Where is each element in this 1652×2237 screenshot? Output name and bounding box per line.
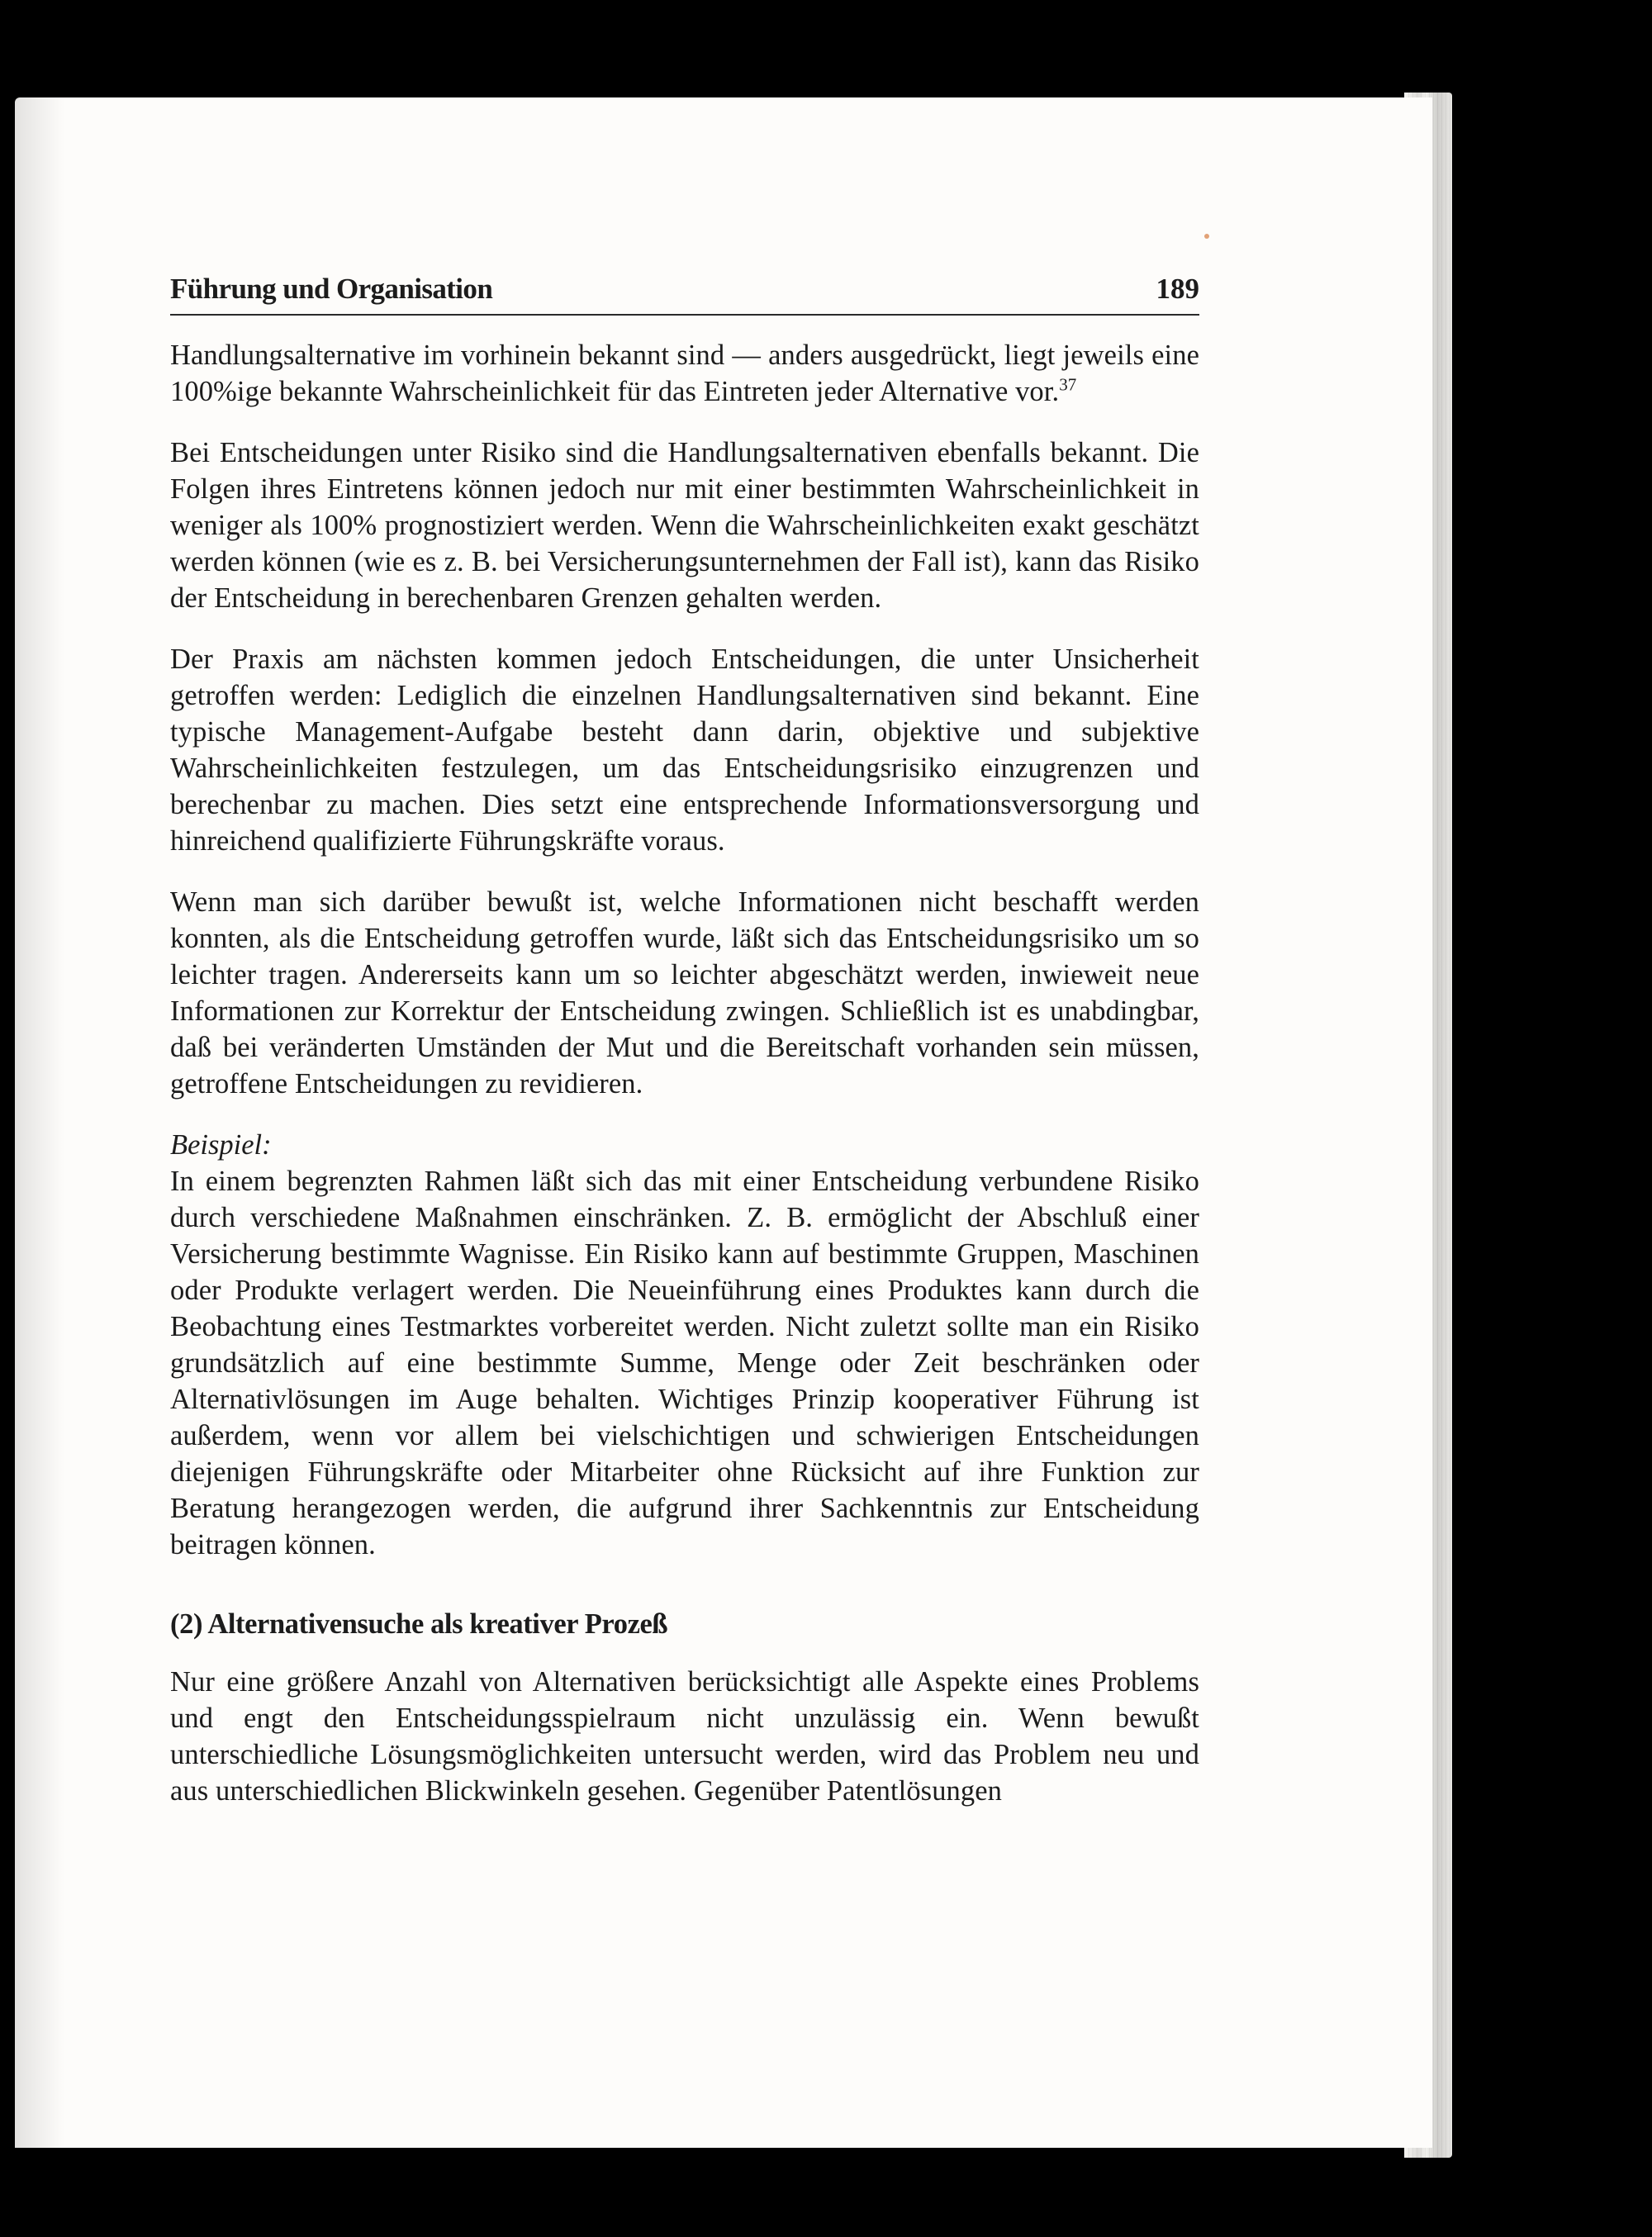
paragraph-3: Der Praxis am nächsten kommen jedoch Entscheidungen, die unter Unsicherheit getroffen werden: Lediglich die einzelnen Handlungsalternativen sind bekannt. Eine typische Management-Aufgabe besteht dann darin, objektive und subjektive Wahrscheinlichkeiten festzulegen, um das Entscheidungsrisiko einzugrenzen und berechenbar zu machen. Dies setzt eine entsprechende Informationsversorgung und hinreichend qualifizierte Führungskräfte voraus. bbox=[170, 644, 1199, 857]
running-head-title: Führung und Organisation bbox=[170, 273, 493, 305]
footnote-marker: 37 bbox=[1059, 374, 1077, 395]
paragraph-5-example: In einem begrenzten Rahmen läßt sich das mit einer Entscheidung verbundene Risiko durch verschiedene Maßnahmen einschränken. Z. B. ermöglicht der Abschluß einer Versicherung bestimmte Wagnisse. Ein Risiko kann auf bestimmte Gruppen, Maschinen oder Produkte verlagert werden. Die Neueinführung eines Produktes kann durch die Beobachtung eines Testmarktes vorbereitet werden. Nicht zuletzt sollte man ein Risiko grundsätzlich auf eine bestimmte Summe, Menge oder Zeit beschränken oder Alternativlösungen im Auge behalten. Wichtiges Prinzip kooperativer Führung ist außerdem, wenn vor allem bei vielschichtigen und schwierigen Entscheidungen diejenigen Führungskräfte oder Mitarbeiter ohne Rücksicht auf ihre Funktion zur Beratung herangezogen werden, die aufgrund ihrer Sachkenntnis zur Entscheidung beitragen können. bbox=[170, 1166, 1199, 1560]
section-heading: (2) Alternativensuche als kreativer Prozeß bbox=[170, 1608, 668, 1640]
paragraph-4: Wenn man sich darüber bewußt ist, welche Informationen nicht beschafft werden konnten, als die Entscheidung getroffen wurde, läßt sich das Entscheidungsrisiko um so leichter tragen. Andererseits kann um so leichter abgeschätzt werden, inwieweit neue Informationen zur Korrektur der Entscheidung zwingen. Schließlich ist es unabdingbar, daß bei veränderten Umständen der Mut und die Bereitschaft vorhanden sein müssen, getroffene Entscheidungen zu revidieren. bbox=[170, 886, 1199, 1100]
gutter-shadow bbox=[15, 97, 64, 2148]
ink-speck bbox=[1204, 234, 1209, 239]
page-content bbox=[170, 273, 1199, 1834]
example-label: Beispiel: bbox=[170, 1129, 272, 1161]
paragraph-6: Nur eine größere Anzahl von Alternativen berücksichtigt alle Aspekte eines Problems und engt den Entscheidungsspielraum nicht unzulässig ein. Wenn bewußt unterschiedliche Lösungsmöglichkeiten untersucht werden, wird das Problem neu und aus unterschiedlichen Blickwinkeln gesehen. Gegenüber Patentlösungen bbox=[170, 1666, 1199, 1807]
page-number: 189 bbox=[1156, 273, 1199, 305]
paragraph-1 bbox=[170, 337, 1199, 410]
paragraph-2: Bei Entscheidungen unter Risiko sind die Handlungsalternativen ebenfalls bekannt. Die Folgen ihres Eintretens können jedoch nur mit einer bestimmten Wahrscheinlichkeit in weniger als 100% prognostiziert werden. Wenn die Wahrscheinlichkeiten exakt geschätzt werden können (wie es z. B. bei Versicherungsunternehmen der Fall ist), kann das Risiko der Entscheidung in berechenbaren Grenzen gehalten werden. bbox=[170, 437, 1199, 614]
paragraph-1-text: Handlungsalternative im vorhinein bekannt sind — anders ausgedrückt, liegt jeweils eine 100%ige bekannte Wahrscheinlichkeit für das Eintreten jeder Alternative vor. bbox=[170, 340, 1199, 407]
running-head bbox=[170, 273, 1199, 316]
